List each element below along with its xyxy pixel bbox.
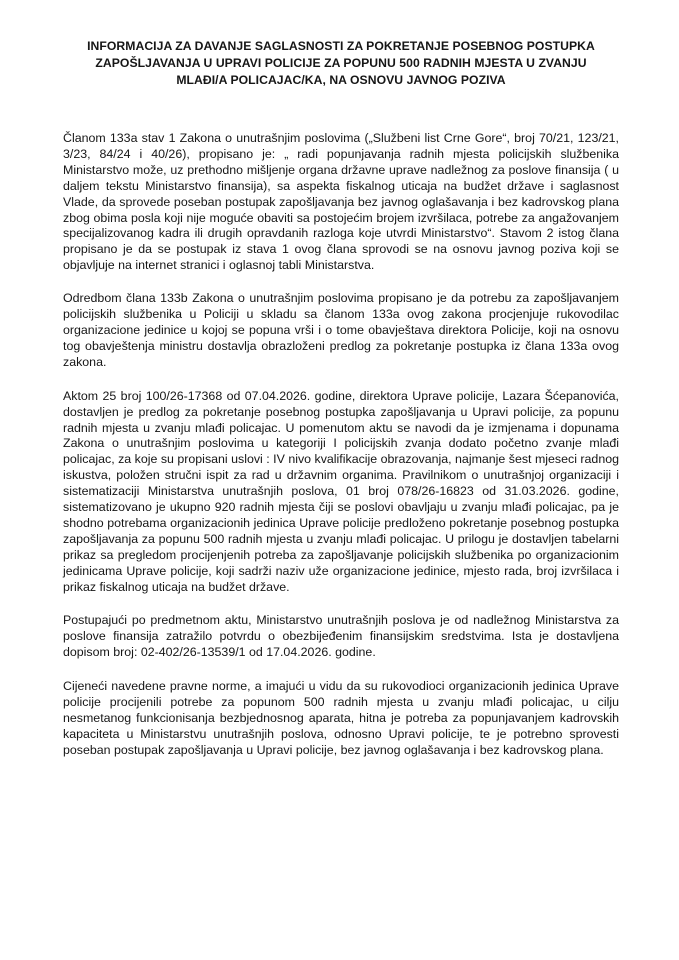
document-body	[63, 131, 619, 759]
paragraph-finance-confirmation: Postupajući po predmetnom aktu, Ministarstvo unutrašnjih poslova je od nadležnog Ministarstva za poslove finansija zatražilo potvrdu o obezbijeđenim finansijskim sredstvima. Ista je dostavljena dopisom broj: 02-402/26-13539/1 od 17.04.2026. godine.	[63, 613, 619, 660]
paragraph-conclusion: Cijeneći navedene pravne norme, a imajući u vidu da su rukovodioci organizacionih jedinica Uprave policije procijenili potrebe za popunom 500 radnih mjesta u zvanju mlađi policajac, u cilju nesmetanog funkcionisanja bezbjednosnog aparata, hitna je potreba za popunjavanjem kadrovskih kapaciteta u Ministarstvu unutrašnjih poslova, odnosno Upravi policije, te je potrebno sprovesti poseban postupak zapošljavanja u Upravi policije, bez javnog oglašavanja i bez kadrovskog plana.	[63, 679, 619, 757]
paragraph-legal-basis-133b: Odredbom člana 133b Zakona o unutrašnjim poslovima propisano je da potrebu za zapošljavanjem policijskih službenika u Policiji u skladu sa članom 133a ovog zakona procjenjuje rukovodilac organizacione jedinice u kojoj se popuna vrši i o tome obavještava direktora Policije, koji na osnovu tog obavještenja ministru dostavlja obrazloženi predlog za pokretanje postupka iz člana 133a ovog zakona.	[63, 291, 619, 369]
paragraph-legal-basis-133a: Članom 133a stav 1 Zakona o unutrašnjim poslovima („Službeni list Crne Gore“, broj 70/21, 123/21, 3/23, 84/24 i 40/26), propisano je: „ radi popunjavanja radnih mjesta policijskih službenika Ministarstvo može, uz prethodno mišljenje organa državne uprave nadležnog za poslove finansija ( u daljem tekstu Ministarstvo finansija), sa aspekta fiskalnog uticaja na budžet države i saglasnost Vlade, da sprovede poseban postupak zapošljavanja bez javnog oglašavanja i bez kadrovskog plana zbog obima posla koji nije moguće obaviti sa postojećim brojem izvršilaca, potrebe za angažovanjem specijalizovanog kadra ili drugih opravdanih razloga koje utvrdi Ministarstvo“. Stavom 2 istog člana propisano je da se postupak iz stava 1 ovog člana sprovodi se na osnovu javnog poziva koji se objavljuje na internet stranici i oglasnoj tabli Ministarstva.	[63, 131, 619, 273]
paragraph-police-director-proposal: Aktom 25 broj 100/26-17368 od 07.04.2026. godine, direktora Uprave policije, Lazara Šćepanovića, dostavljen je predlog za pokretanje posebnog postupka zapošljavanja u Upravi policije, za popunu radnih mjesta u zvanju mlađi policajac. U pomenutom aktu se navodi da je izmjenama i dopunama Zakona o unutrašnjim poslovima u kategoriji I policijskih zvanja dodato početno zvanje mlađi policajac, za koje su propisani uslovi : IV nivo kvalifikacije obrazovanja, najmanje šest mjeseci radnog iskustva, položen stručni ispit za rad u državnim organima. Pravilnikom o unutrašnjoj organizaciji i sistematizaciji Ministarstva unutrašnjih poslova, 01 broj 078/26-16823 od 31.03.2026. godine, sistematizovano je ukupno 920 radnih mjesta čiji se poslovi obavljaju u zvanju mlađi policajac, pa je shodno potrebama organizacionih jedinica Uprave policije predloženo pokretanje posebnog postupka zapošljavanja za popunu 500 radnih mjesta u zvanju mlađi policajac. U prilogu je dostavljen tabelarni prikaz sa pregledom procijenjenih potreba za zapošljavanje policijskih službenika po organizacionim jedinicama Uprave policije, koji sadrži naziv uže organizacione jedinice, mjesto rada, broj izvršilaca i prikaz fiskalnog uticaja na budžet države.	[63, 388, 619, 594]
document-title: INFORMACIJA ZA DAVANJE SAGLASNOSTI ZA POKRETANJE POSEBNOG POSTUPKA ZAPOŠLJAVANJA U UPRAVI POLICIJE ZA POPUNU 500 RADNIH MJESTA U ZVANJU MLAĐI/A POLICAJAC/KA, NA OSNOVU JAVNOG POZIVA	[87, 39, 595, 87]
